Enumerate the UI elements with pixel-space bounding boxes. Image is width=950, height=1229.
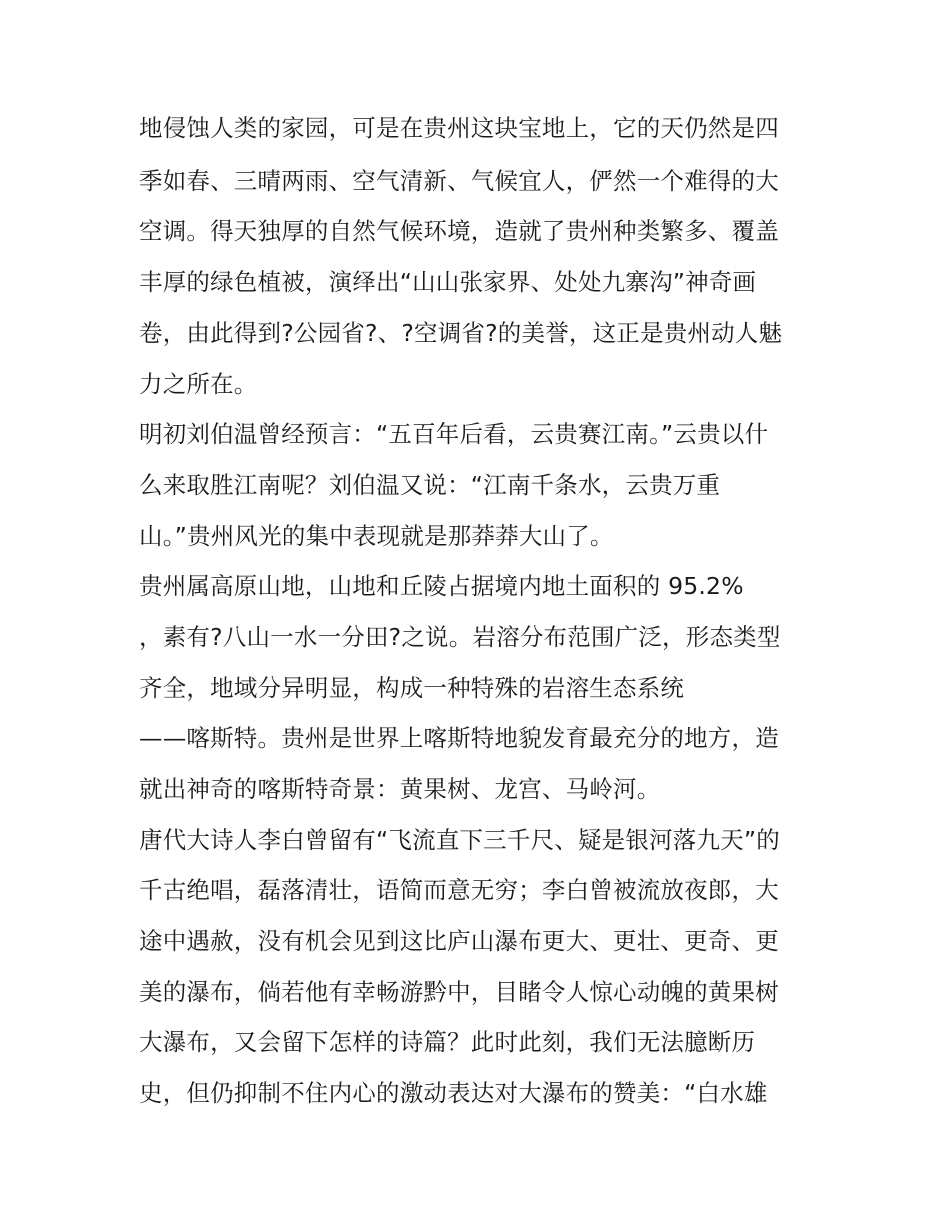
text-line: 丰厚的绿色植被，演绎出“山山张家界、处处九寨沟”神奇画: [139, 268, 757, 296]
text-line: 千古绝唱，磊落清壮，语简而意无穷；李白曾被流放夜郎，大: [139, 876, 779, 904]
text-line: 史，但仍抑制不住内心的激动表达对大瀑布的赞美：“白水雄: [139, 1079, 768, 1107]
text-line: 卷，由此得到?公园省?、?空调省?的美誉，这正是贵州动人魅: [139, 319, 783, 347]
text-line: 途中遇赦，没有机会见到这比庐山瀑布更大、更壮、更奇、更: [139, 927, 779, 955]
text-line: 大瀑布，又会留下怎样的诗篇？此时此刻，我们无法臆断历: [139, 1028, 756, 1056]
text-line: 明初刘伯温曾经预言：“五百年后看，云贵赛江南。”云贵以什: [139, 420, 769, 448]
text-line: 地侵蚀人类的家园，可是在贵州这块宝地上，它的天仍然是四: [139, 114, 779, 142]
text-line: 齐全，地域分异明显，构成一种特殊的岩溶生态系统: [139, 674, 685, 702]
text-line: 空调。得天独厚的自然气候环境，造就了贵州种类繁多、覆盖: [139, 217, 779, 245]
text-line: 就出神奇的喀斯特奇景：黄果树、龙宫、马岭河。: [139, 775, 661, 803]
text-line: ——喀斯特。贵州是世界上喀斯特地貌发育最充分的地方，造: [139, 724, 779, 752]
text-line: 美的瀑布，倘若他有幸畅游黔中，目睹令人惊心动魄的黄果树: [139, 978, 779, 1006]
text-line: 唐代大诗人李白曾留有“飞流直下三千尺、疑是银河落九天”的: [139, 826, 780, 854]
text-line: 贵州属高原山地，山地和丘陵占据境内地土面积的 95.2%: [139, 572, 744, 600]
text-line: 山。”贵州风光的集中表现就是那莽莽大山了。: [139, 522, 614, 550]
text-line: ，素有?八山一水一分田?之说。岩溶分布范围广泛，形态类型: [139, 623, 781, 651]
text-line: 季如春、三晴两雨、空气清新、气候宜人，俨然一个难得的大: [139, 167, 779, 195]
text-line: 么来取胜江南呢？刘伯温又说：“江南千条水，云贵万重: [139, 471, 721, 499]
text-line: 力之所在。: [139, 370, 258, 398]
